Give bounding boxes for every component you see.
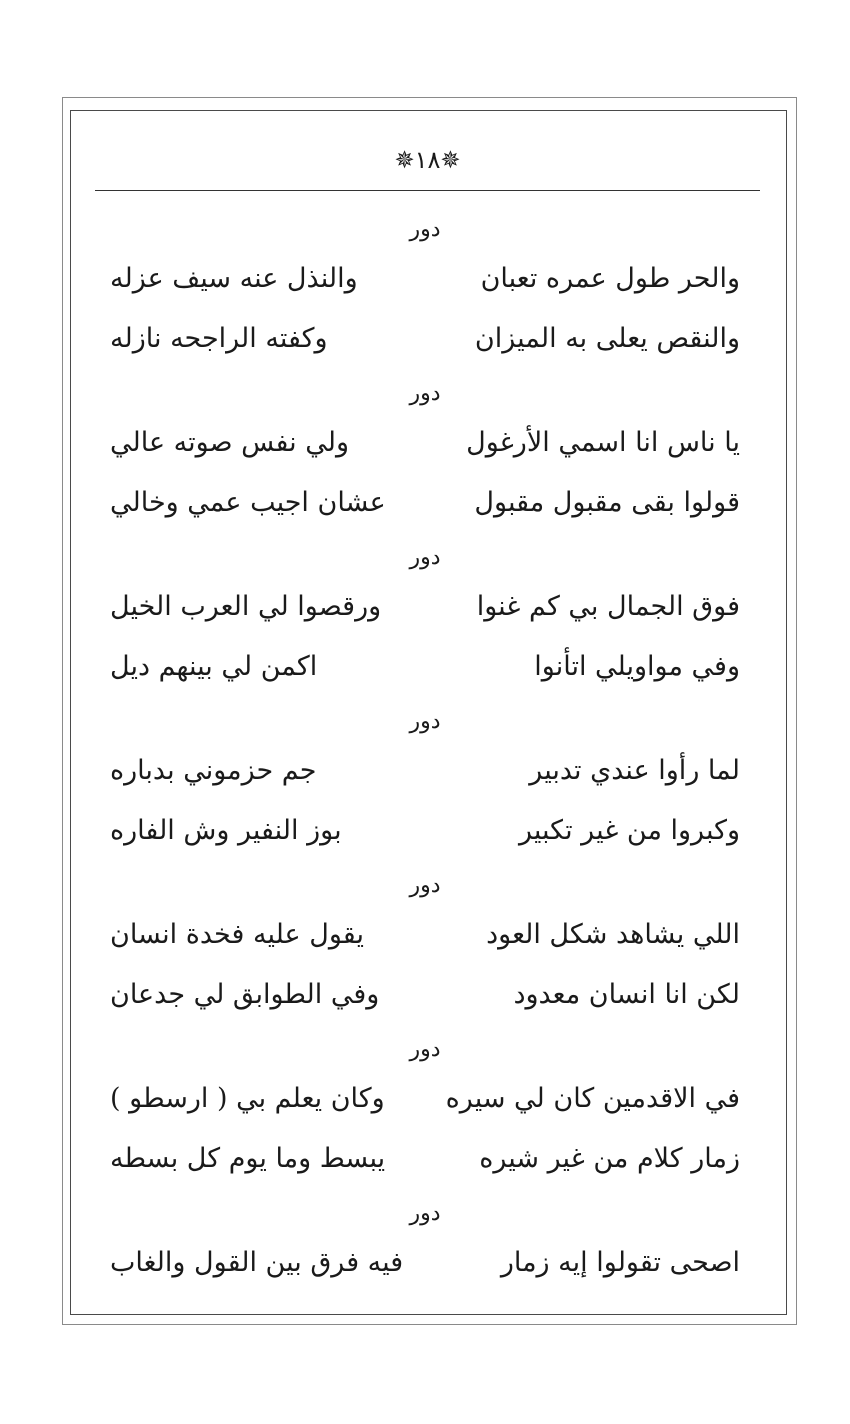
header-rule [95,190,760,191]
first-hemistich: والحر طول عمره تعبان [480,263,740,294]
verse-line [110,473,740,533]
verse-line [110,1233,740,1293]
stanza-heading: دور [409,545,441,570]
second-hemistich: بوز النفير وش الفاره [110,815,342,846]
stanza [110,1025,740,1189]
second-hemistich: وكفته الراجحه نازله [110,323,328,354]
first-hemistich: اللي يشاهد شكل العود [486,919,740,950]
stanza-heading: دور [409,381,441,406]
second-hemistich: جم حزموني بدباره [110,755,317,786]
first-hemistich: لما رأوا عندي تدبير [529,755,740,786]
first-hemistich: وفي مواويلي اتأنوا [534,651,740,682]
first-hemistich: اصحى تقولوا إيه زمار [500,1247,740,1278]
first-hemistich: فوق الجمال بي كم غنوا [476,591,740,622]
stanza-heading: دور [409,709,441,734]
verse-line [110,1069,740,1129]
stanza [110,205,740,369]
poem-body [110,205,740,1293]
second-hemistich: وفي الطوابق لي جدعان [110,979,380,1010]
verse-line [110,249,740,309]
first-hemistich: وكبروا من غير تكبير [518,815,740,846]
verse-line [110,801,740,861]
verse-line [110,741,740,801]
verse-line [110,905,740,965]
stanza [110,1189,740,1293]
second-hemistich: فيه فرق بين القول والغاب [110,1247,404,1278]
second-hemistich: وكان يعلم بي ( ارسطو ) [110,1083,385,1114]
first-hemistich: في الاقدمين كان لي سيره [445,1083,740,1114]
verse-line [110,413,740,473]
verse-line [110,637,740,697]
stanza [110,861,740,1025]
stanza [110,369,740,533]
first-hemistich: يا ناس انا اسمي الأرغول [466,427,740,458]
verse-line [110,965,740,1025]
verse-line [110,577,740,637]
stanza-heading: دور [409,217,441,242]
stanza [110,697,740,861]
first-hemistich: لكن انا انسان معدود [513,979,740,1010]
second-hemistich: عشان اجيب عمي وخالي [110,487,386,518]
verse-line [110,1129,740,1189]
first-hemistich: قولوا بقى مقبول مقبول [474,487,740,518]
second-hemistich: اكمن لي بينهم ديل [110,651,318,682]
first-hemistich: والنقص يعلى به الميزان [474,323,740,354]
stanza [110,533,740,697]
page-number: ✵١٨✵ [394,146,461,174]
second-hemistich: ورقصوا لي العرب الخيل [110,591,382,622]
stanza-heading: دور [409,1201,441,1226]
page-header [95,140,760,184]
ornament-left-icon: ✵ [394,146,415,174]
second-hemistich: يقول عليه فخدة انسان [110,919,364,950]
second-hemistich: ولي نفس صوته عالي [110,427,350,458]
first-hemistich: زمار كلام من غير شيره [479,1143,740,1174]
ornament-right-icon: ✵ [440,146,461,174]
stanza-heading: دور [409,1037,441,1062]
second-hemistich: يبسط وما يوم كل بسطه [110,1143,386,1174]
stanza-heading: دور [409,873,441,898]
second-hemistich: والنذل عنه سيف عزله [110,263,358,294]
verse-line [110,309,740,369]
